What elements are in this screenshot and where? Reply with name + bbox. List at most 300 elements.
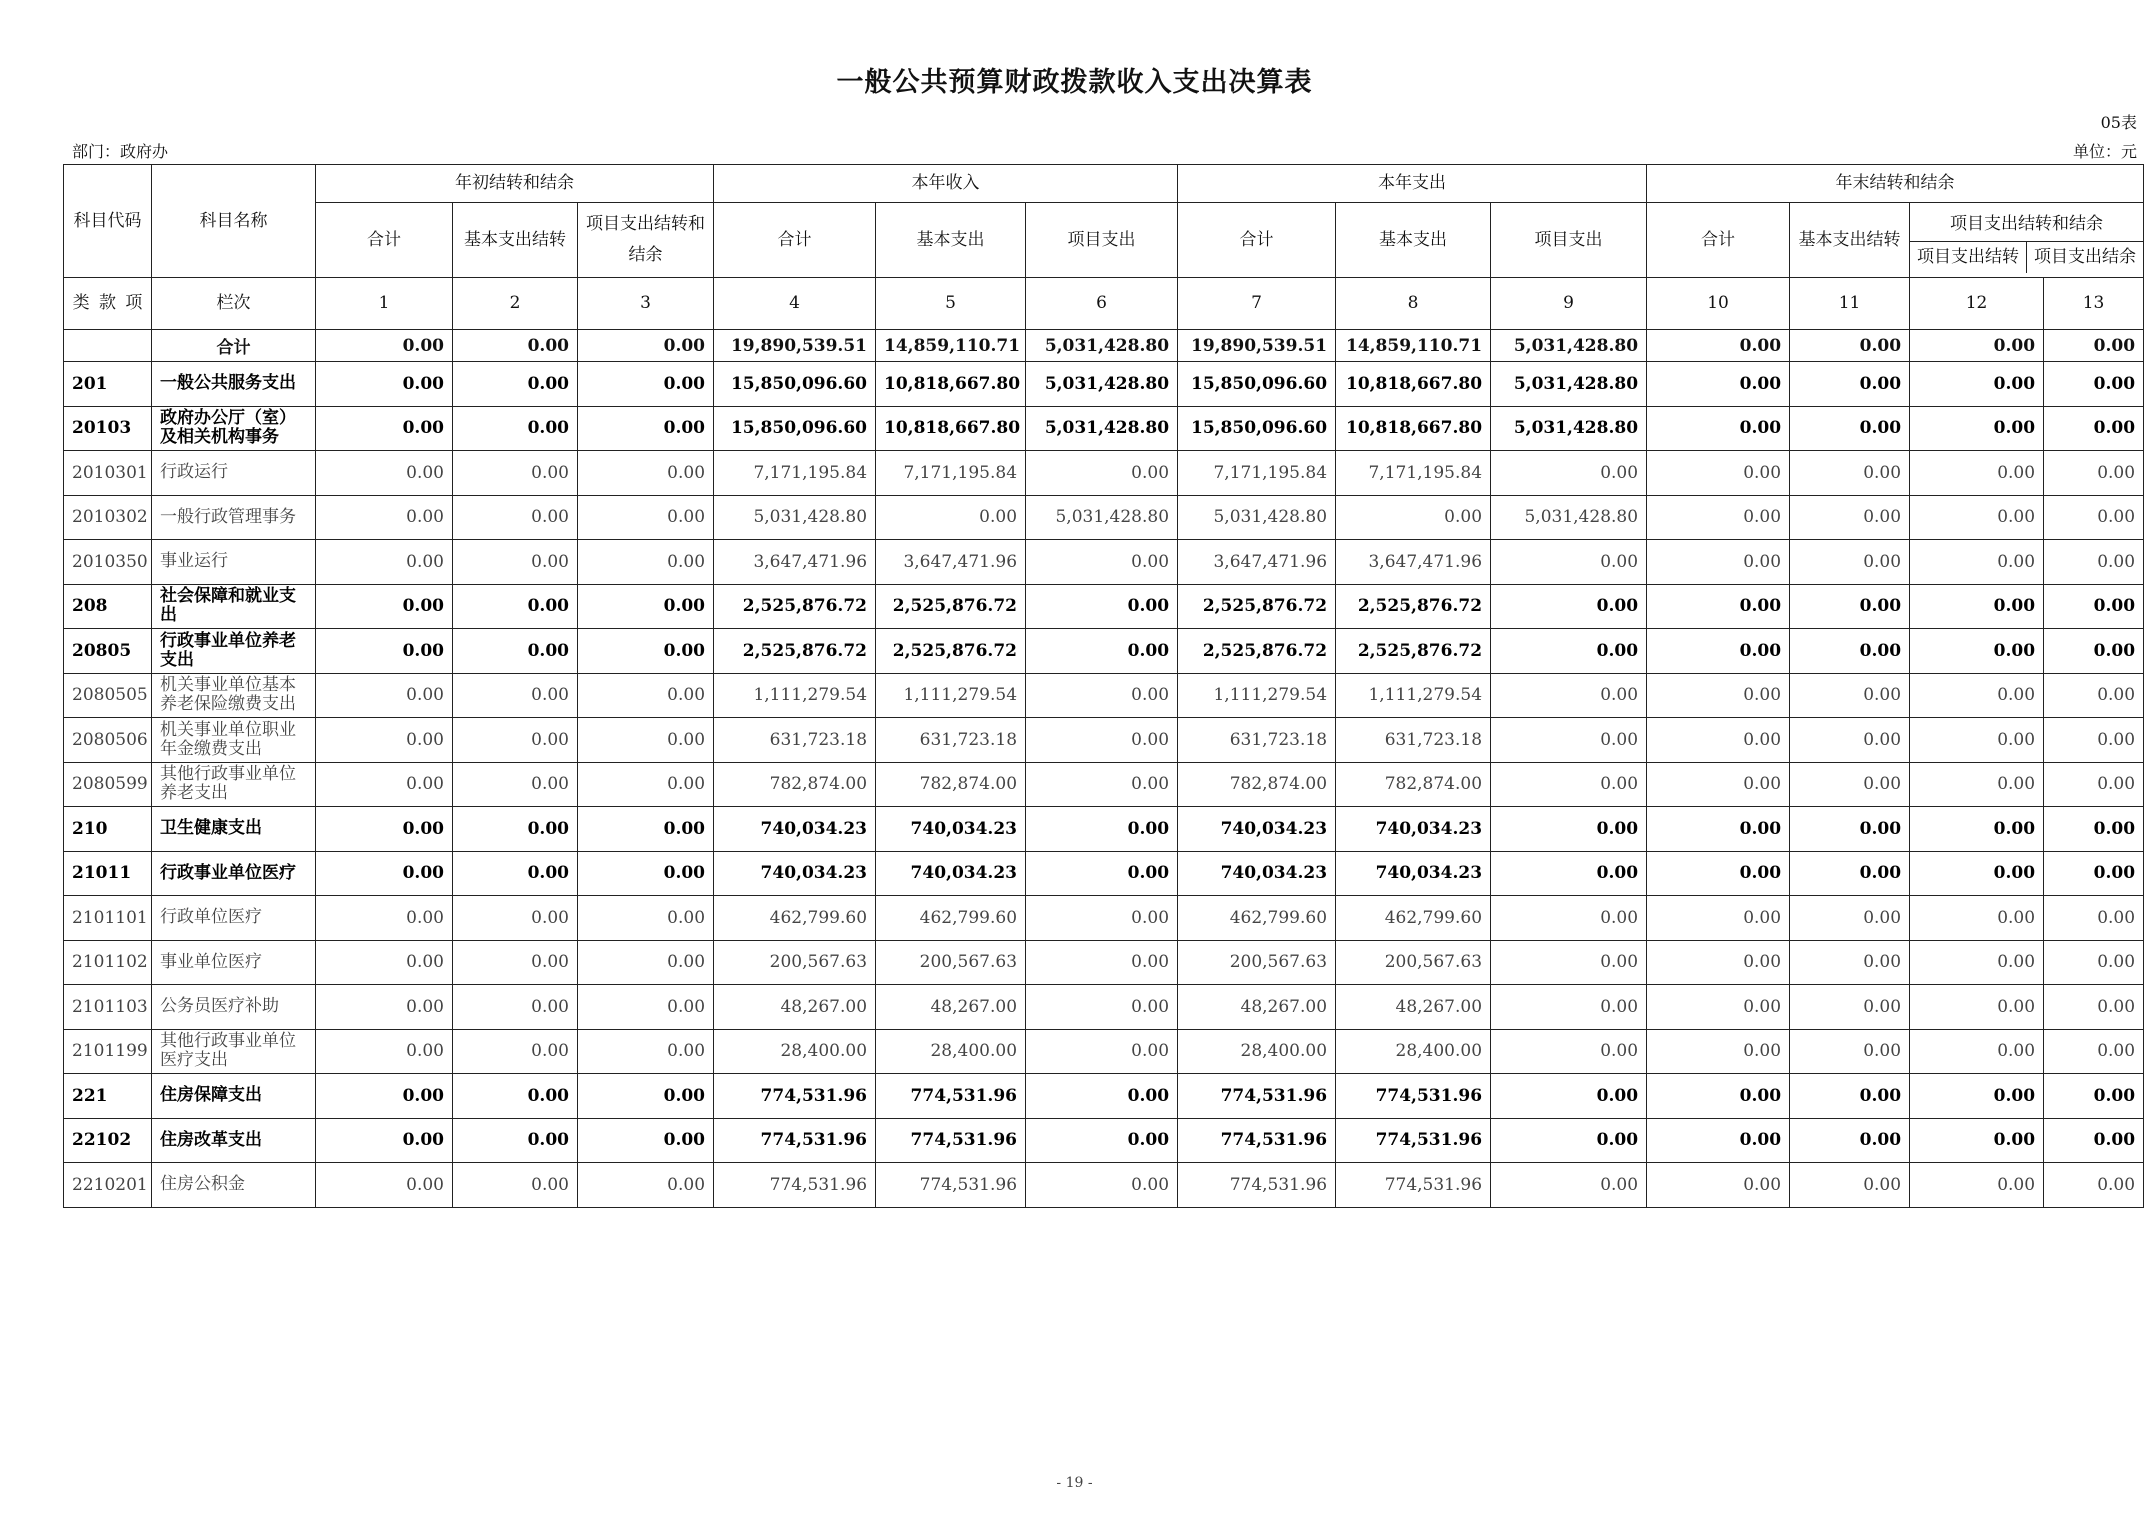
total-cell: 0.00	[1790, 330, 1910, 362]
amount-cell: 48,267.00	[1178, 985, 1336, 1030]
amount-cell: 0.00	[453, 495, 578, 540]
amount-cell: 0.00	[1910, 495, 2044, 540]
total-cell: 19,890,539.51	[714, 330, 876, 362]
amount-cell: 0.00	[2044, 540, 2144, 585]
amount-cell: 740,034.23	[1178, 851, 1336, 896]
amount-cell: 0.00	[1491, 851, 1647, 896]
amount-cell: 0.00	[316, 362, 453, 407]
subject-code: 2101199	[64, 1029, 152, 1074]
amount-cell: 0.00	[316, 1118, 453, 1163]
amount-cell: 462,799.60	[1178, 896, 1336, 941]
amount-cell: 0.00	[1790, 362, 1910, 407]
amount-cell: 10,818,667.80	[876, 406, 1026, 451]
amount-cell: 2,525,876.72	[714, 584, 876, 629]
amount-cell: 0.00	[1491, 1029, 1647, 1074]
amount-cell: 15,850,096.60	[1178, 362, 1336, 407]
amount-cell: 7,171,195.84	[714, 451, 876, 496]
amount-cell: 0.00	[1491, 540, 1647, 585]
subject-code: 20805	[64, 629, 152, 674]
amount-cell: 7,171,195.84	[1178, 451, 1336, 496]
column-number: 2	[453, 278, 578, 330]
amount-cell: 200,567.63	[876, 940, 1026, 985]
amount-cell: 0.00	[1910, 718, 2044, 763]
amount-cell: 0.00	[1790, 629, 1910, 674]
amount-cell: 0.00	[1026, 1029, 1178, 1074]
total-cell: 0.00	[316, 330, 453, 362]
amount-cell: 0.00	[578, 495, 714, 540]
amount-cell: 774,531.96	[876, 1118, 1026, 1163]
subject-name: 一般行政管理事务	[152, 495, 316, 540]
table-row	[64, 762, 2144, 807]
amount-cell: 774,531.96	[1336, 1074, 1491, 1119]
level-kuan: 款	[98, 293, 116, 313]
unit-label: 单位：元	[2072, 142, 2137, 161]
amount-cell: 0.00	[1491, 1074, 1647, 1119]
amount-cell: 0.00	[316, 1074, 453, 1119]
amount-cell: 0.00	[578, 1029, 714, 1074]
amount-cell: 28,400.00	[1336, 1029, 1491, 1074]
table-row	[64, 940, 2144, 985]
amount-cell: 0.00	[578, 629, 714, 674]
amount-cell: 0.00	[453, 673, 578, 718]
subject-code: 2010350	[64, 540, 152, 585]
column-number: 12	[1910, 278, 2044, 330]
header-basic: 基本支出	[1336, 203, 1491, 278]
amount-cell: 774,531.96	[1178, 1074, 1336, 1119]
amount-cell: 0.00	[2044, 362, 2144, 407]
amount-cell: 0.00	[1026, 807, 1178, 852]
amount-cell: 0.00	[578, 540, 714, 585]
amount-cell: 0.00	[316, 896, 453, 941]
amount-cell: 1,111,279.54	[1178, 673, 1336, 718]
amount-cell: 15,850,096.60	[714, 406, 876, 451]
amount-cell: 0.00	[453, 851, 578, 896]
amount-cell: 0.00	[1647, 807, 1790, 852]
header-group-expense: 本年支出	[1178, 165, 1647, 203]
subject-code: 2080505	[64, 673, 152, 718]
amount-cell: 28,400.00	[1178, 1029, 1336, 1074]
amount-cell: 0.00	[1910, 1029, 2044, 1074]
header-project-surplus-sub: 项目支出结余	[2034, 247, 2137, 267]
amount-cell: 0.00	[1647, 584, 1790, 629]
table-row	[64, 807, 2144, 852]
column-number: 11	[1790, 278, 1910, 330]
amount-cell: 0.00	[1910, 896, 2044, 941]
total-cell: 0.00	[1647, 330, 1790, 362]
subject-code: 2101103	[64, 985, 152, 1030]
header-total: 合计	[1647, 203, 1790, 278]
amount-cell: 3,647,471.96	[714, 540, 876, 585]
subject-code: 21011	[64, 851, 152, 896]
category-levels	[64, 288, 151, 319]
total-row	[64, 330, 2144, 362]
amount-cell: 0.00	[1026, 1074, 1178, 1119]
table-row	[64, 406, 2144, 451]
subject-code: 20103	[64, 406, 152, 451]
amount-cell: 0.00	[1491, 1163, 1647, 1208]
amount-cell: 5,031,428.80	[1491, 406, 1647, 451]
amount-cell: 0.00	[2044, 673, 2144, 718]
amount-cell: 0.00	[453, 406, 578, 451]
amount-cell: 2,525,876.72	[876, 629, 1026, 674]
amount-cell: 462,799.60	[1336, 896, 1491, 941]
amount-cell: 0.00	[1336, 495, 1491, 540]
subject-code: 22102	[64, 1118, 152, 1163]
table-row	[64, 495, 2144, 540]
amount-cell: 0.00	[316, 851, 453, 896]
amount-cell: 0.00	[316, 940, 453, 985]
amount-cell: 0.00	[1026, 940, 1178, 985]
amount-cell: 0.00	[1647, 1163, 1790, 1208]
total-cell: 0.00	[453, 330, 578, 362]
amount-cell: 0.00	[1790, 1074, 1910, 1119]
amount-cell: 5,031,428.80	[714, 495, 876, 540]
total-cell: 19,890,539.51	[1178, 330, 1336, 362]
amount-cell: 48,267.00	[714, 985, 876, 1030]
amount-cell: 0.00	[578, 762, 714, 807]
amount-cell: 0.00	[316, 1163, 453, 1208]
header-column-index: 栏次	[152, 278, 316, 330]
column-number: 13	[2044, 278, 2144, 330]
amount-cell: 3,647,471.96	[1178, 540, 1336, 585]
level-xiang: 项	[125, 293, 143, 313]
total-cell: 14,859,110.71	[1336, 330, 1491, 362]
subject-code: 2101101	[64, 896, 152, 941]
subject-name: 住房改革支出	[152, 1118, 316, 1163]
amount-cell: 0.00	[453, 451, 578, 496]
amount-cell: 1,111,279.54	[876, 673, 1026, 718]
table-row	[64, 985, 2144, 1030]
amount-cell: 0.00	[2044, 1118, 2144, 1163]
amount-cell: 0.00	[578, 718, 714, 763]
amount-cell: 0.00	[2044, 584, 2144, 629]
amount-cell: 0.00	[1491, 762, 1647, 807]
header-project: 项目支出	[1026, 203, 1178, 278]
header-project-carry-sub: 项目支出结转	[1910, 242, 2027, 273]
column-number: 6	[1026, 278, 1178, 330]
column-number: 10	[1647, 278, 1790, 330]
amount-cell: 0.00	[1491, 1118, 1647, 1163]
amount-cell: 0.00	[453, 362, 578, 407]
amount-cell: 0.00	[316, 762, 453, 807]
amount-cell: 200,567.63	[1178, 940, 1336, 985]
header-code: 科目代码	[64, 165, 152, 278]
amount-cell: 774,531.96	[1336, 1163, 1491, 1208]
subject-name: 一般公共服务支出	[152, 362, 316, 407]
header-total: 合计	[1178, 203, 1336, 278]
amount-cell: 0.00	[453, 1074, 578, 1119]
amount-cell: 782,874.00	[714, 762, 876, 807]
amount-cell: 0.00	[876, 495, 1026, 540]
subject-code: 2080599	[64, 762, 152, 807]
subject-name: 住房保障支出	[152, 1074, 316, 1119]
subject-name: 社会保障和就业支出	[152, 584, 316, 629]
amount-cell: 5,031,428.80	[1178, 495, 1336, 540]
amount-cell: 0.00	[1647, 1118, 1790, 1163]
amount-cell: 0.00	[2044, 1029, 2144, 1074]
amount-cell: 1,111,279.54	[1336, 673, 1491, 718]
amount-cell: 0.00	[578, 896, 714, 941]
header-project-group: 项目支出结转和结余	[1910, 207, 2143, 242]
amount-cell: 0.00	[1647, 1029, 1790, 1074]
amount-cell: 0.00	[453, 584, 578, 629]
amount-cell: 0.00	[1026, 1118, 1178, 1163]
amount-cell: 0.00	[316, 540, 453, 585]
amount-cell: 0.00	[1910, 1163, 2044, 1208]
amount-cell: 0.00	[1910, 540, 2044, 585]
amount-cell: 740,034.23	[1178, 807, 1336, 852]
amount-cell: 782,874.00	[1336, 762, 1491, 807]
amount-cell: 740,034.23	[876, 851, 1026, 896]
amount-cell: 0.00	[1790, 673, 1910, 718]
amount-cell: 0.00	[1026, 896, 1178, 941]
header-basic-carry: 基本支出结转	[453, 203, 578, 278]
amount-cell: 0.00	[1026, 673, 1178, 718]
header-group-opening: 年初结转和结余	[316, 165, 714, 203]
amount-cell: 0.00	[1910, 807, 2044, 852]
amount-cell: 0.00	[578, 1163, 714, 1208]
amount-cell: 0.00	[1790, 940, 1910, 985]
page-number: - 19 -	[1056, 1475, 1093, 1491]
amount-cell: 48,267.00	[876, 985, 1026, 1030]
amount-cell: 0.00	[316, 807, 453, 852]
column-number: 4	[714, 278, 876, 330]
table-row	[64, 1074, 2144, 1119]
total-cell: 0.00	[2044, 330, 2144, 362]
amount-cell: 0.00	[1491, 451, 1647, 496]
amount-cell: 2,525,876.72	[876, 584, 1026, 629]
amount-cell: 2,525,876.72	[1178, 584, 1336, 629]
table-row	[64, 1029, 2144, 1074]
amount-cell: 0.00	[1491, 940, 1647, 985]
amount-cell: 2,525,876.72	[714, 629, 876, 674]
total-label: 合计	[152, 330, 316, 362]
amount-cell: 0.00	[1647, 495, 1790, 540]
amount-cell: 3,647,471.96	[876, 540, 1026, 585]
amount-cell: 0.00	[1790, 896, 1910, 941]
amount-cell: 0.00	[453, 896, 578, 941]
amount-cell: 774,531.96	[1178, 1163, 1336, 1208]
amount-cell: 0.00	[1910, 1074, 2044, 1119]
amount-cell: 0.00	[316, 718, 453, 763]
amount-cell: 15,850,096.60	[714, 362, 876, 407]
amount-cell: 0.00	[453, 1118, 578, 1163]
subject-name: 政府办公厅（室）及相关机构事务	[152, 406, 316, 451]
table-row	[64, 1118, 2144, 1163]
subject-code: 2101102	[64, 940, 152, 985]
amount-cell: 0.00	[1790, 1163, 1910, 1208]
amount-cell: 0.00	[1790, 451, 1910, 496]
table-row	[64, 718, 2144, 763]
amount-cell: 740,034.23	[714, 807, 876, 852]
subject-name: 卫生健康支出	[152, 807, 316, 852]
amount-cell: 0.00	[1491, 807, 1647, 852]
subject-code: 208	[64, 584, 152, 629]
amount-cell: 0.00	[1790, 851, 1910, 896]
amount-cell: 28,400.00	[714, 1029, 876, 1074]
amount-cell: 0.00	[1647, 406, 1790, 451]
amount-cell: 0.00	[578, 1074, 714, 1119]
amount-cell: 0.00	[1790, 718, 1910, 763]
table-row	[64, 851, 2144, 896]
subject-name: 行政单位医疗	[152, 896, 316, 941]
amount-cell: 0.00	[578, 940, 714, 985]
amount-cell: 0.00	[1910, 673, 2044, 718]
amount-cell: 0.00	[2044, 718, 2144, 763]
amount-cell: 0.00	[1647, 673, 1790, 718]
amount-cell: 5,031,428.80	[1026, 362, 1178, 407]
subject-code: 2210201	[64, 1163, 152, 1208]
header-total: 合计	[316, 203, 453, 278]
column-number: 5	[876, 278, 1026, 330]
subject-name: 其他行政事业单位养老支出	[152, 762, 316, 807]
amount-cell: 2,525,876.72	[1336, 584, 1491, 629]
amount-cell: 631,723.18	[1178, 718, 1336, 763]
amount-cell: 0.00	[1790, 807, 1910, 852]
amount-cell: 0.00	[2044, 807, 2144, 852]
amount-cell: 0.00	[453, 762, 578, 807]
total-cell: 0.00	[578, 330, 714, 362]
amount-cell: 0.00	[1491, 896, 1647, 941]
subject-code: 2010302	[64, 495, 152, 540]
amount-cell: 0.00	[1647, 362, 1790, 407]
amount-cell: 0.00	[1647, 629, 1790, 674]
amount-cell: 774,531.96	[714, 1118, 876, 1163]
table-number: 05表	[2100, 113, 2137, 132]
column-number: 9	[1491, 278, 1647, 330]
subject-name: 机关事业单位职业年金缴费支出	[152, 718, 316, 763]
amount-cell: 0.00	[2044, 629, 2144, 674]
subject-name: 行政运行	[152, 451, 316, 496]
amount-cell: 0.00	[316, 406, 453, 451]
amount-cell: 10,818,667.80	[876, 362, 1026, 407]
amount-cell: 0.00	[1910, 940, 2044, 985]
amount-cell: 0.00	[1026, 718, 1178, 763]
column-number: 1	[316, 278, 453, 330]
table-row	[64, 584, 2144, 629]
amount-cell: 0.00	[1647, 1074, 1790, 1119]
total-cell: 0.00	[1910, 330, 2044, 362]
amount-cell: 10,818,667.80	[1336, 406, 1491, 451]
amount-cell: 0.00	[1790, 406, 1910, 451]
amount-cell: 0.00	[1910, 584, 2044, 629]
amount-cell: 782,874.00	[1178, 762, 1336, 807]
amount-cell: 0.00	[1647, 851, 1790, 896]
total-cell: 5,031,428.80	[1026, 330, 1178, 362]
amount-cell: 0.00	[453, 807, 578, 852]
amount-cell: 0.00	[453, 1163, 578, 1208]
amount-cell: 0.00	[1026, 451, 1178, 496]
amount-cell: 15,850,096.60	[1178, 406, 1336, 451]
department-label: 部门：政府办	[72, 142, 169, 161]
amount-cell: 0.00	[578, 985, 714, 1030]
amount-cell: 0.00	[1790, 495, 1910, 540]
amount-cell: 631,723.18	[714, 718, 876, 763]
total-cell: 5,031,428.80	[1491, 330, 1647, 362]
column-number: 7	[1178, 278, 1336, 330]
amount-cell: 0.00	[1647, 896, 1790, 941]
amount-cell: 0.00	[1790, 985, 1910, 1030]
subject-code: 2080506	[64, 718, 152, 763]
subject-name: 住房公积金	[152, 1163, 316, 1208]
amount-cell: 0.00	[1491, 629, 1647, 674]
amount-cell: 0.00	[578, 584, 714, 629]
amount-cell: 631,723.18	[876, 718, 1026, 763]
amount-cell: 0.00	[2044, 495, 2144, 540]
amount-cell: 0.00	[2044, 985, 2144, 1030]
amount-cell: 0.00	[1647, 940, 1790, 985]
amount-cell: 0.00	[453, 940, 578, 985]
amount-cell: 631,723.18	[1336, 718, 1491, 763]
amount-cell: 0.00	[1790, 540, 1910, 585]
page-title: 一般公共预算财政拨款收入支出决算表	[836, 67, 1313, 98]
subject-code: 221	[64, 1074, 152, 1119]
amount-cell: 0.00	[578, 451, 714, 496]
amount-cell: 0.00	[1026, 985, 1178, 1030]
amount-cell: 28,400.00	[876, 1029, 1026, 1074]
amount-cell: 0.00	[316, 584, 453, 629]
amount-cell: 462,799.60	[714, 896, 876, 941]
amount-cell: 774,531.96	[1178, 1118, 1336, 1163]
amount-cell: 0.00	[2044, 451, 2144, 496]
header-group-closing: 年末结转和结余	[1647, 165, 2144, 203]
header-name: 科目名称	[152, 165, 316, 278]
amount-cell: 0.00	[2044, 406, 2144, 451]
amount-cell: 0.00	[2044, 896, 2144, 941]
column-number: 3	[578, 278, 714, 330]
subject-name: 机关事业单位基本养老保险缴费支出	[152, 673, 316, 718]
subject-name: 行政事业单位养老支出	[152, 629, 316, 674]
amount-cell: 774,531.96	[714, 1074, 876, 1119]
amount-cell: 0.00	[1026, 540, 1178, 585]
amount-cell: 5,031,428.80	[1026, 406, 1178, 451]
amount-cell: 0.00	[1647, 718, 1790, 763]
amount-cell: 7,171,195.84	[876, 451, 1026, 496]
header-basic: 基本支出	[876, 203, 1026, 278]
amount-cell: 740,034.23	[714, 851, 876, 896]
amount-cell: 1,111,279.54	[714, 673, 876, 718]
total-cell: 14,859,110.71	[876, 330, 1026, 362]
subject-name: 事业运行	[152, 540, 316, 585]
amount-cell: 0.00	[1026, 851, 1178, 896]
amount-cell: 0.00	[1910, 985, 2044, 1030]
budget-table	[63, 164, 2144, 1208]
amount-cell: 0.00	[1910, 406, 2044, 451]
amount-cell: 0.00	[1026, 629, 1178, 674]
amount-cell: 0.00	[316, 451, 453, 496]
amount-cell: 0.00	[2044, 762, 2144, 807]
amount-cell: 740,034.23	[876, 807, 1026, 852]
amount-cell: 2,525,876.72	[1178, 629, 1336, 674]
amount-cell: 0.00	[578, 1118, 714, 1163]
amount-cell: 5,031,428.80	[1491, 362, 1647, 407]
amount-cell: 0.00	[1910, 851, 2044, 896]
amount-cell: 0.00	[1910, 1118, 2044, 1163]
table-row	[64, 673, 2144, 718]
amount-cell: 740,034.23	[1336, 851, 1491, 896]
level-lei: 类	[72, 293, 90, 313]
amount-cell: 740,034.23	[1336, 807, 1491, 852]
amount-cell: 48,267.00	[1336, 985, 1491, 1030]
amount-cell: 0.00	[1790, 1118, 1910, 1163]
amount-cell: 0.00	[1647, 762, 1790, 807]
amount-cell: 0.00	[316, 1029, 453, 1074]
amount-cell: 0.00	[316, 629, 453, 674]
amount-cell: 200,567.63	[714, 940, 876, 985]
amount-cell: 0.00	[578, 362, 714, 407]
amount-cell: 774,531.96	[876, 1163, 1026, 1208]
header-group-income: 本年收入	[714, 165, 1178, 203]
